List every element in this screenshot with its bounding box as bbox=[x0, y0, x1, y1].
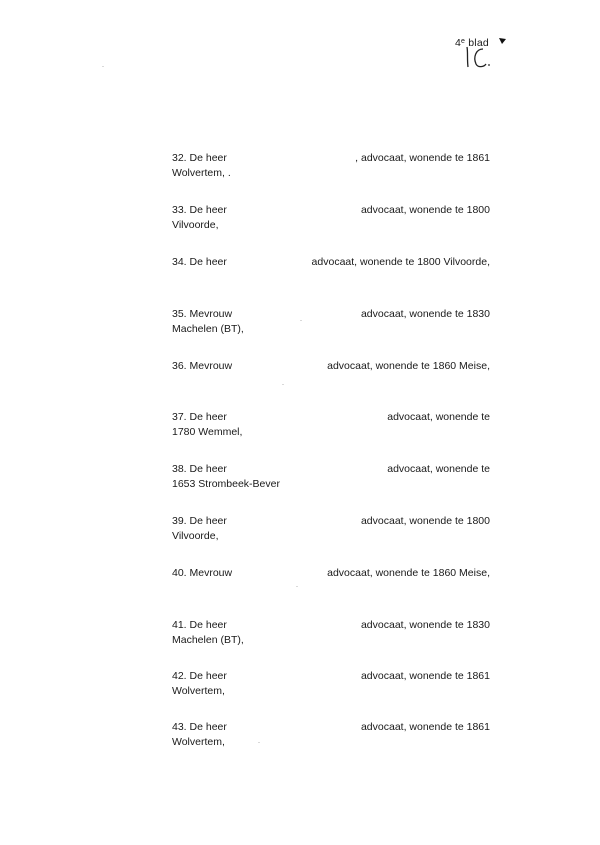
page-word: blad bbox=[468, 37, 489, 49]
page-number: 4 bbox=[455, 37, 462, 49]
list-item bbox=[172, 514, 490, 544]
entry-right: advocaat, wonende te 1800 bbox=[360, 204, 490, 216]
list-item bbox=[172, 566, 490, 596]
entry-line2: Vilvoorde, bbox=[172, 219, 219, 231]
entry-right: advocaat, wonende te 1830 bbox=[360, 308, 490, 320]
list-item bbox=[172, 720, 490, 750]
entry-line2: Machelen (BT), bbox=[172, 323, 244, 335]
entry-right: advocaat, wonende te bbox=[387, 463, 490, 475]
entry-line2 bbox=[172, 581, 490, 596]
entry-right: advocaat, wonende te 1861 bbox=[360, 670, 490, 682]
entry-line2: Machelen (BT), bbox=[172, 634, 244, 646]
entry-prefix: 42. De heer bbox=[172, 670, 227, 682]
list-item bbox=[172, 203, 490, 233]
entry-right: advocaat, wonende te bbox=[387, 411, 490, 423]
entry-prefix: 37. De heer bbox=[172, 411, 227, 423]
entry-line2 bbox=[172, 374, 490, 389]
entry-prefix: 43. De heer bbox=[172, 721, 227, 733]
entry-prefix: 41. De heer bbox=[172, 619, 227, 631]
list-item bbox=[172, 307, 490, 337]
entry-right: advocaat, wonende te 1800 bbox=[360, 515, 490, 527]
page-header bbox=[455, 33, 535, 73]
scan-speck bbox=[258, 742, 260, 743]
entry-prefix: 36. Mevrouw bbox=[172, 360, 233, 372]
entry-line2: 1780 Wemmel, bbox=[172, 426, 243, 438]
list-item bbox=[172, 410, 490, 440]
entry-prefix: 38. De heer bbox=[172, 463, 227, 475]
entry-line2: 1653 Strombeek-Bever bbox=[172, 478, 280, 490]
list-item bbox=[172, 669, 490, 699]
entry-right: , advocaat, wonende te 1861 bbox=[355, 152, 490, 164]
entry-prefix: 34. De heer bbox=[172, 256, 227, 268]
page-number-suffix: e bbox=[461, 38, 466, 45]
entry-right: advocaat, wonende te 1861 bbox=[360, 721, 490, 733]
entry-line2: Vilvoorde, bbox=[172, 530, 219, 542]
scan-speck bbox=[102, 66, 104, 67]
entry-line2: Wolvertem, bbox=[172, 736, 225, 748]
list-item bbox=[172, 151, 490, 181]
entry-prefix: 32. De heer bbox=[172, 152, 227, 164]
entry-prefix: 39. De heer bbox=[172, 515, 227, 527]
handwritten-folio-mark bbox=[459, 43, 493, 69]
entry-prefix: 33. De heer bbox=[172, 204, 227, 216]
corner-mark-icon bbox=[499, 38, 507, 45]
list-item bbox=[172, 255, 490, 285]
entry-right: advocaat, wonende te 1860 Meise, bbox=[327, 360, 490, 372]
entry-line2 bbox=[172, 270, 490, 285]
list-item bbox=[172, 359, 490, 389]
entry-line2: Wolvertem, . bbox=[172, 167, 231, 179]
scan-speck bbox=[300, 320, 302, 321]
entry-line2: Wolvertem, bbox=[172, 685, 225, 697]
list-item bbox=[172, 618, 490, 648]
list-item bbox=[172, 462, 490, 492]
entry-prefix: 40. Mevrouw bbox=[172, 567, 233, 579]
scan-speck bbox=[282, 384, 284, 385]
scan-speck bbox=[296, 586, 298, 587]
entry-right: advocaat, wonende te 1830 bbox=[360, 619, 490, 631]
entry-prefix: 35. Mevrouw bbox=[172, 308, 233, 320]
entry-right: advocaat, wonende te 1800 Vilvoorde, bbox=[311, 256, 490, 268]
entry-right: advocaat, wonende te 1860 Meise, bbox=[327, 567, 490, 579]
